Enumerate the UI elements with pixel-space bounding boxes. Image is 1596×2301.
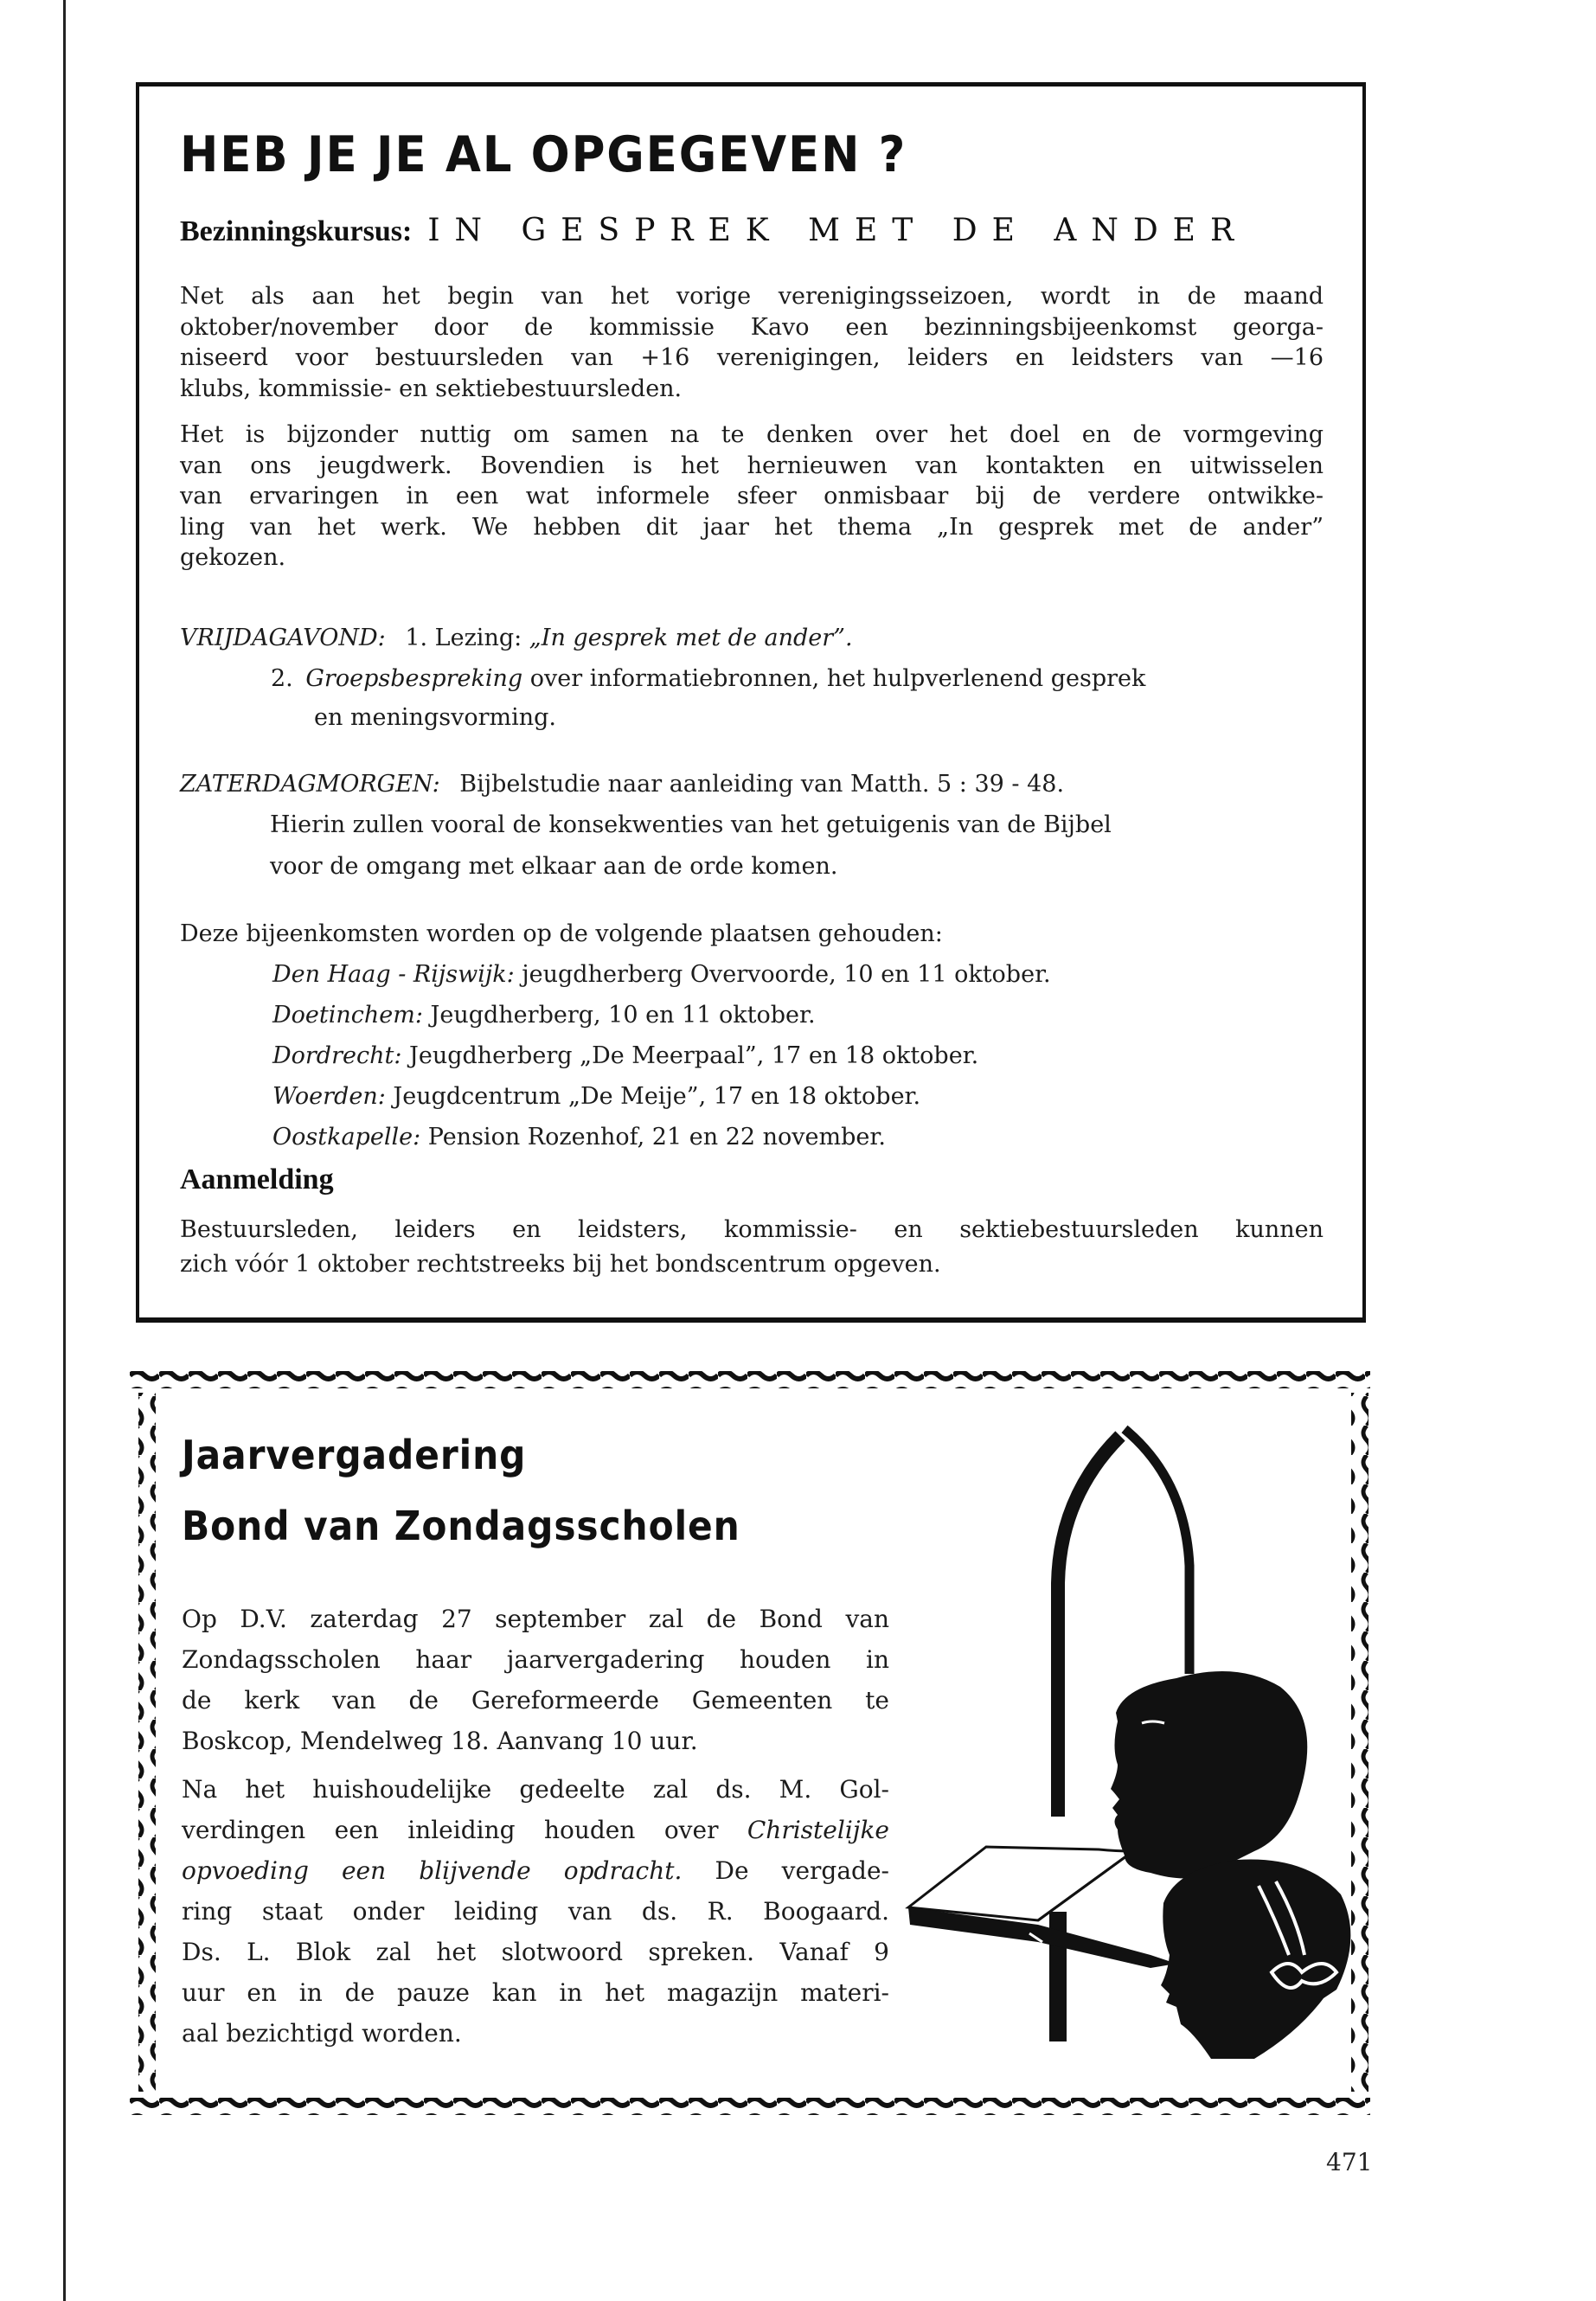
location-place: Woerden: [272, 1083, 386, 1110]
saturday-label: ZATERDAGMORGEN: [180, 771, 440, 798]
girl-silhouette-icon [1161, 1860, 1350, 2060]
lecture-title-part: opvoeding een blijvende opdracht. [182, 1856, 683, 1885]
text-line: ring staat onder leiding van ds. R. Boogaard. [182, 1897, 889, 1926]
boy-silhouette-icon [1111, 1671, 1307, 1878]
text-line: oktober/november door de kommissie Kavo een bezinningsbijeenkomst georga- [180, 313, 1324, 341]
text-line: van ervaringen in een wat informele sfeer onmisbaar bij de verdere ontwikke- [180, 483, 1324, 510]
course-subheading [180, 213, 1248, 248]
course-theme: IN GESPREK MET DE ANDER [427, 213, 1249, 248]
item-text-continued: en meningsvorming. [314, 704, 556, 731]
saturday-schedule [180, 766, 1064, 804]
location-detail: Jeugdcentrum „De Meije”, 17 en 18 oktober. [385, 1083, 921, 1110]
page-edge-line [63, 0, 66, 2301]
text-line: Hierin zullen vooral de konsekwenties van het getuigenis van de Bijbel [270, 811, 1112, 838]
text-line: ling van het werk. We hebben dit jaar het thema „In gesprek met de ander” [180, 513, 1324, 541]
location-place: Dordrecht: [272, 1042, 402, 1069]
location-place: Den Haag - Rijswijk: [272, 961, 515, 988]
text-line: Net als aan het begin van het vorige verenigingsseizoen, wordt in de maand [180, 283, 1324, 310]
location-detail: Pension Rozenhof, 21 en 22 november. [420, 1124, 886, 1150]
item-prefix: Lezing: [434, 625, 529, 651]
friday-label: VRIJDAGAVOND: [180, 625, 386, 651]
location-item [272, 1037, 1051, 1078]
location-place: Oostkapelle: [272, 1124, 421, 1150]
location-detail: Jeugdherberg, 10 en 11 oktober. [422, 1002, 816, 1029]
location-place: Doetinchem: [272, 1002, 423, 1029]
text-segment: verdingen een inleiding houden over [182, 1816, 747, 1844]
page-number: 471 [1326, 2148, 1373, 2176]
location-item [272, 956, 1051, 997]
meeting-details-paragraph [182, 1599, 889, 1761]
program-paragraph [182, 1769, 889, 2054]
lecture-title: „In gesprek met de ander”. [529, 625, 853, 651]
registration-paragraph [180, 1213, 1324, 1282]
lecture-title-part: Christelijke [747, 1816, 889, 1844]
text-line: Het is bijzonder nuttig om samen na te denken over het doel en de vormgeving [180, 421, 1324, 448]
text-line: aal bezichtigd worden. [182, 2019, 462, 2048]
text-line: Boskcop, Mendelweg 18. Aanvang 10 uur. [182, 1727, 698, 1755]
text-line [182, 1850, 889, 1891]
bible-study-text: Bijbelstudie naar aanleiding van Matth. 5 : 39 - 48. [459, 771, 1065, 798]
text-line: voor de omgang met elkaar aan de orde komen. [270, 853, 838, 880]
text-line: Op D.V. zaterdag 27 september zal de Bond van [182, 1605, 889, 1633]
location-item [272, 1078, 1051, 1118]
text-line: uur en in de pauze kan in het magazijn materi- [182, 1978, 889, 2007]
text-line: Bestuursleden, leiders en leidsters, kommissie- en sektiebestuursleden kunnen [180, 1216, 1324, 1243]
location-item [272, 997, 1051, 1037]
church-bible-children-illustration [891, 1401, 1375, 2093]
text-segment: De vergade- [682, 1856, 889, 1885]
text-line: Ds. L. Blok zal het slotwoord spreken. Vanaf 9 [182, 1938, 889, 1966]
text-line: zich vóór 1 oktober rechtstreeks bij het bondscentrum opgeven. [180, 1251, 941, 1278]
course-label: Bezinningskursus: [180, 215, 413, 247]
location-detail: jeugdherberg Overvoorde, 10 en 11 oktober. [514, 961, 1051, 988]
text-line: van ons jeugdwerk. Bovendien is het hernieuwen van kontakten en uitwisselen [180, 452, 1324, 479]
registration-heading: Aanmelding [180, 1163, 334, 1195]
item-text: over informatiebronnen, het hulpverlenend gesprek [522, 665, 1146, 692]
intro-paragraph [180, 281, 1324, 404]
friday-item-2 [271, 660, 1145, 698]
text-line: Na het huishoudelijke gedeelte zal ds. M. Gol- [182, 1775, 889, 1804]
text-line [182, 1810, 889, 1850]
group-discussion-label: Groepsbespreking [305, 665, 523, 692]
locations-list [272, 956, 1051, 1159]
text-line: gekozen. [180, 544, 286, 571]
purpose-paragraph [180, 420, 1324, 574]
friday-schedule [180, 619, 853, 657]
meeting-title: Jaarvergadering [182, 1432, 527, 1478]
text-line: Zondagsscholen haar jaarvergadering houden in [182, 1645, 889, 1674]
item-number: 2. [271, 665, 293, 692]
location-item [272, 1118, 1051, 1159]
text-line: niseerd voor bestuursleden van +16 verenigingen, leiders en leidsters van —16 [180, 344, 1324, 371]
headline: HEB JE JE AL OPGEGEVEN ? [180, 126, 907, 183]
item-number: 1. [405, 625, 428, 651]
location-detail: Jeugdherberg „De Meerpaal”, 17 en 18 oktober. [401, 1042, 979, 1069]
text-line: klubs, kommissie- en sektiebestuursleden. [180, 375, 683, 402]
text-line: de kerk van de Gereformeerde Gemeenten te [182, 1686, 889, 1715]
organization-title: Bond van Zondagsscholen [182, 1503, 740, 1549]
locations-intro: Deze bijeenkomsten worden op de volgende plaatsen gehouden: [180, 920, 943, 947]
